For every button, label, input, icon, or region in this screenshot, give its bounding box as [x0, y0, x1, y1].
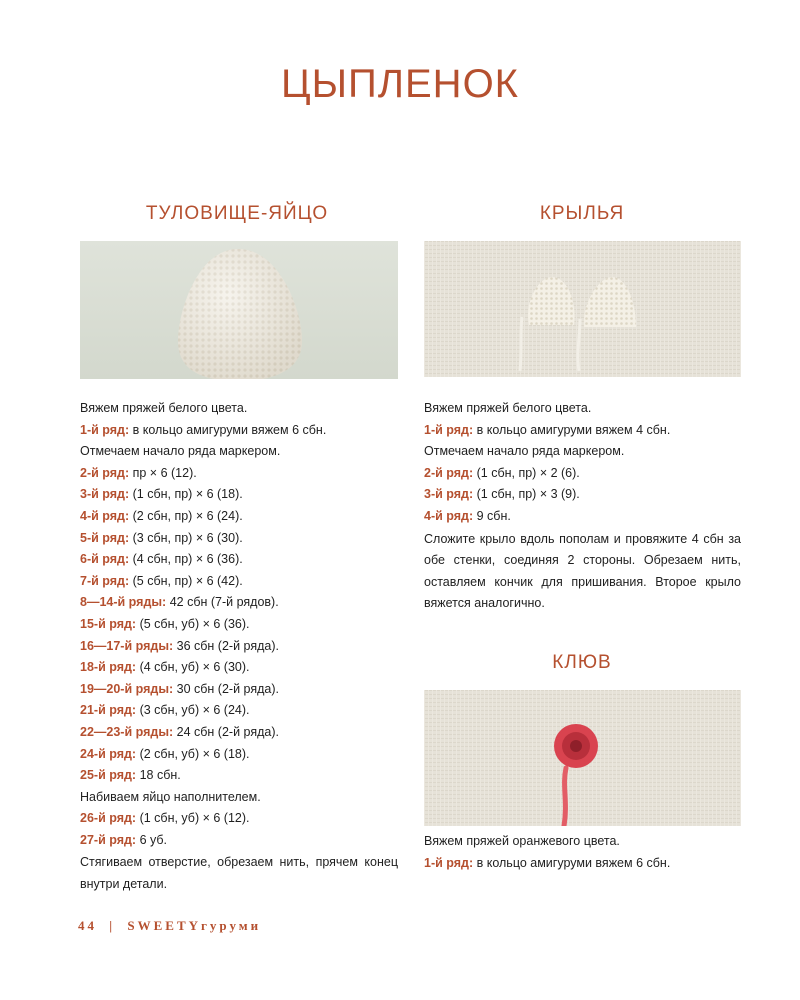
instruction-line: 25-й ряд: 18 сбн.: [80, 768, 181, 783]
closing-paragraph: Стягиваем отверстие, обрезаем нить, прячем конец внутри детали.: [80, 855, 398, 892]
section-title-body: ТУЛОВИЩЕ-ЯЙЦО: [145, 203, 329, 224]
instruction-line: Отмечаем начало ряда маркером.: [80, 444, 281, 459]
instruction-line: Вяжем пряжей оранжевого цвета.: [424, 834, 620, 848]
instruction-line: 3-й ряд: (1 сбн, пр) × 6 (18).: [80, 487, 243, 502]
instruction-line: 4-й ряд: 9 сбн.: [424, 508, 511, 523]
section-title-wings: КРЫЛЬЯ: [539, 203, 625, 224]
instruction-line: 22—23-й ряды: 24 сбн (2-й ряда).: [80, 724, 280, 739]
instruction-line: 2-й ряд: пр × 6 (12).: [80, 465, 197, 480]
instruction-line: 6-й ряд: (4 сбн, пр) × 6 (36).: [80, 552, 243, 567]
closing-paragraph: Сложите крыло вдоль пополам и провяжите 4 сбн за обе стенки, соединяя 2 стороны. Обрезаем нить, оставляем кончик для пришивания. Второе крыло вяжется аналогично.: [424, 531, 741, 611]
beak-photo: [424, 690, 741, 826]
instruction-line: 8—14-й ряды: 42 сбн (7-й рядов).: [80, 595, 279, 610]
instruction-line: 26-й ряд: (1 сбн, уб) × 6 (12).: [80, 811, 250, 826]
page-number: 44: [78, 918, 97, 933]
wings-photo: [424, 241, 741, 377]
egg-photo: [80, 241, 398, 379]
instruction-line: Вяжем пряжей белого цвета.: [424, 401, 592, 415]
instruction-line: 2-й ряд: (1 сбн, пр) × 2 (6).: [424, 465, 580, 480]
beak-instructions: [424, 831, 741, 874]
instruction-line: 21-й ряд: (3 сбн, уб) × 6 (24).: [80, 703, 250, 718]
instruction-line: 15-й ряд: (5 сбн, уб) × 6 (36).: [80, 616, 250, 631]
instruction-line: 1-й ряд: в кольцо амигуруми вяжем 4 сбн.: [424, 422, 671, 437]
instruction-line: 1-й ряд: в кольцо амигуруми вяжем 6 сбн.: [80, 422, 327, 437]
instruction-line: 5-й ряд: (3 сбн, пр) × 6 (30).: [80, 530, 243, 545]
instruction-line: Набиваем яйцо наполнителем.: [80, 789, 261, 804]
instruction-line: 24-й ряд: (2 сбн, уб) × 6 (18).: [80, 746, 250, 761]
instruction-line: 4-й ряд: (2 сбн, пр) × 6 (24).: [80, 508, 243, 523]
brand-name: SWEETYгуруми: [127, 918, 262, 933]
page-footer: [78, 918, 261, 934]
instruction-line: 7-й ряд: (5 сбн, пр) × 6 (42).: [80, 573, 243, 588]
instruction-line: 1-й ряд: в кольцо амигуруми вяжем 6 сбн.: [424, 855, 671, 870]
footer-separator: |: [109, 918, 116, 933]
instruction-line: 3-й ряд: (1 сбн, пр) × 3 (9).: [424, 487, 580, 502]
body-instructions: [80, 398, 398, 896]
section-title-beak: КЛЮВ: [552, 652, 612, 673]
instruction-line: 27-й ряд: 6 уб.: [80, 832, 168, 847]
instruction-line: Вяжем пряжей белого цвета.: [80, 401, 248, 415]
page-title: ЦЫПЛЕНОК: [281, 62, 519, 106]
instruction-line: 16—17-й ряды: 36 сбн (2-й ряда).: [80, 638, 280, 653]
instruction-line: Отмечаем начало ряда маркером.: [424, 444, 625, 459]
instruction-line: 19—20-й ряды: 30 сбн (2-й ряда).: [80, 681, 280, 696]
wings-instructions: [424, 398, 741, 615]
instruction-line: 18-й ряд: (4 сбн, уб) × 6 (30).: [80, 660, 250, 675]
